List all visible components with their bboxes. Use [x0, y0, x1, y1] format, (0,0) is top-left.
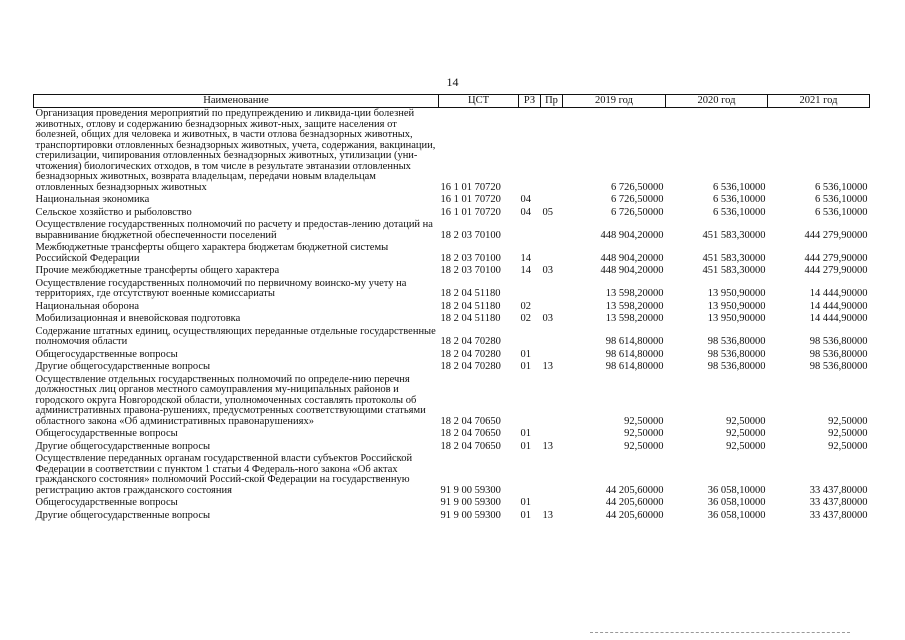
row-rz: 01 [520, 440, 531, 452]
row-pr: 13 [542, 361, 553, 372]
row-value-2021: 92,50000 [828, 428, 868, 439]
row-cst: 18 2 04 70650 [440, 428, 501, 439]
table-row [34, 453, 870, 497]
row-name: Организация проведения мероприятий по предупреждению и ликвида-ции болезней животных, отлову и содержанию безнадзорных живот-ных, защите населения от болезней, общих для человека и животных, в части отлова безнадзорных животных, транспортировки отловленных безнадзорных животных, учета, содержания, вакцинации, стерилизации, чипирования отловленных безнадзорных животных, утилизации (уни-чтожения) биологических отходов, в том числе в результате эвтаназии отловленных безнадзорных животных, возврата владельцам, передачи новым владельцам отловленных безнадзорных животных [35, 108, 436, 193]
table-row [34, 313, 870, 326]
row-value-2020: 92,50000 [726, 440, 766, 452]
page-number: 14 [446, 75, 459, 89]
row-value-2021: 444 279,90000 [804, 229, 868, 241]
row-pr [541, 301, 563, 314]
row-cst: 18 2 04 70280 [440, 336, 501, 347]
budget-table [33, 94, 870, 522]
table-row [34, 278, 870, 301]
table-row [34, 441, 870, 454]
row-value-2019: 44 205,60000 [605, 484, 664, 496]
row-cst: 18 2 04 51180 [440, 300, 501, 312]
row-pr [541, 453, 563, 497]
row-rz: 02 [520, 313, 531, 324]
row-value-2021: 444 279,90000 [804, 252, 868, 264]
row-value-2021: 98 536,80000 [809, 336, 868, 347]
row-name: Национальная оборона [35, 300, 139, 312]
row-name: Межбюджетные трансферты общего характера бюджетам бюджетной системы Российской Федерации [35, 242, 389, 264]
table-row [34, 207, 870, 220]
row-name: Осуществление переданных органам государственной власти субъектов Российской Федерации в соответствии с пунктом 1 статьи 4 Федераль-ного закона «Об актах гражданского состояния» полномочий Россий-ской Федерации на государственную регистрацию актов гражданского состояния [35, 453, 413, 496]
row-pr [541, 349, 563, 362]
row-value-2020: 36 058,10000 [707, 484, 766, 496]
row-pr [541, 108, 563, 195]
row-value-2019: 6 726,50000 [611, 206, 664, 218]
table-row [34, 265, 870, 278]
row-pr [541, 326, 563, 349]
row-value-2019: 448 904,20000 [600, 252, 664, 264]
row-value-2021: 6 536,10000 [815, 206, 868, 218]
table-row [34, 374, 870, 429]
row-name: Национальная экономика [35, 194, 150, 205]
row-value-2020: 98 536,80000 [707, 336, 766, 347]
row-value-2019: 13 598,20000 [605, 288, 664, 299]
column-header-cst: ЦСТ [439, 95, 519, 108]
row-pr: 13 [542, 440, 553, 452]
column-header-name: Наименование [34, 95, 439, 108]
row-name: Осуществление отдельных государственных полномочий по определе-нию перечня должностных лиц органов местного самоуправления му-ниципальных районов и городского округа Новгородской области, уполномоченных составлять протоколы об административных правона-рушениях, предусмотренных соответствующими статьями областного закона «Об административных правонарушениях» [35, 373, 426, 427]
row-cst: 18 2 04 70650 [440, 440, 501, 452]
row-rz: 04 [520, 194, 531, 205]
row-cst: 18 2 04 70280 [440, 348, 501, 360]
row-rz [519, 278, 541, 301]
row-rz: 01 [520, 428, 531, 439]
row-value-2019: 44 205,60000 [605, 497, 664, 508]
row-value-2020: 98 536,80000 [707, 361, 766, 372]
row-cst: 91 9 00 59300 [440, 509, 501, 521]
row-rz [519, 219, 541, 242]
row-name: Осуществление государственных полномочий по расчету и предостав-лению дотаций на выравнивание бюджетной обеспеченности поселений [35, 219, 433, 241]
row-pr: 03 [542, 265, 553, 276]
table-row [34, 194, 870, 207]
row-name: Прочие межбюджетные трансферты общего характера [35, 265, 280, 276]
table-row [34, 428, 870, 441]
row-rz [519, 326, 541, 349]
row-value-2021: 33 437,80000 [809, 497, 868, 508]
row-pr [541, 374, 563, 429]
row-cst: 91 9 00 59300 [440, 484, 501, 496]
row-pr [541, 278, 563, 301]
row-value-2021: 14 444,90000 [809, 300, 868, 312]
row-rz: 14 [520, 265, 531, 276]
row-value-2020: 6 536,10000 [713, 194, 766, 205]
row-rz: 02 [520, 300, 531, 312]
row-value-2021: 98 536,80000 [809, 361, 868, 372]
row-value-2020: 13 950,90000 [707, 300, 766, 312]
row-value-2021: 14 444,90000 [809, 288, 868, 299]
row-pr: 03 [542, 313, 553, 324]
row-value-2021: 14 444,90000 [809, 313, 868, 324]
row-value-2020: 6 536,10000 [713, 181, 766, 193]
table-row [34, 326, 870, 349]
row-pr [541, 242, 563, 265]
row-value-2021: 92,50000 [828, 440, 868, 452]
row-name: Мобилизационная и вневойсковая подготовка [35, 313, 241, 324]
row-value-2021: 98 536,80000 [809, 348, 868, 360]
row-value-2019: 92,50000 [624, 440, 664, 452]
row-pr: 13 [542, 509, 553, 521]
row-rz [519, 453, 541, 497]
row-value-2020: 451 583,30000 [702, 265, 766, 276]
row-rz: 01 [520, 509, 531, 521]
row-rz: 04 [520, 206, 531, 218]
table-row [34, 219, 870, 242]
column-header-2019: 2019 год [563, 95, 666, 108]
row-name: Другие общегосударственные вопросы [35, 440, 211, 452]
row-cst: 16 1 01 70720 [440, 181, 501, 193]
row-value-2020: 6 536,10000 [713, 206, 766, 218]
row-value-2019: 98 614,80000 [605, 336, 664, 347]
row-value-2020: 451 583,30000 [702, 252, 766, 264]
row-value-2019: 13 598,20000 [605, 300, 664, 312]
row-name: Сельское хозяйство и рыболовство [35, 206, 192, 218]
column-header-pr: Пр [541, 95, 563, 108]
row-cst: 18 2 03 70100 [440, 229, 501, 241]
row-cst: 18 2 04 70650 [440, 415, 501, 427]
row-name: Общегосударственные вопросы [35, 497, 178, 508]
row-value-2019: 44 205,60000 [605, 509, 664, 521]
row-cst: 91 9 00 59300 [440, 497, 501, 508]
row-name: Общегосударственные вопросы [35, 348, 178, 360]
row-value-2019: 13 598,20000 [605, 313, 664, 324]
row-name: Осуществление государственных полномочий по первичному воинско-му учету на территориях, где отсутствуют военные комиссариаты [35, 277, 407, 299]
row-value-2020: 36 058,10000 [707, 497, 766, 508]
row-pr: 05 [542, 206, 553, 218]
row-value-2021: 6 536,10000 [815, 181, 868, 193]
row-value-2019: 92,50000 [624, 428, 664, 439]
row-rz: 01 [520, 348, 531, 360]
row-value-2020: 92,50000 [726, 428, 766, 439]
table-row [34, 349, 870, 362]
row-rz: 01 [520, 497, 531, 508]
row-cst: 18 2 04 51180 [440, 313, 501, 324]
row-pr [541, 497, 563, 510]
row-rz: 01 [520, 361, 531, 372]
row-rz [519, 374, 541, 429]
row-value-2020: 36 058,10000 [707, 509, 766, 521]
table-row [34, 108, 870, 195]
row-rz: 14 [520, 252, 531, 264]
row-value-2019: 98 614,80000 [605, 348, 664, 360]
table-row [34, 301, 870, 314]
row-value-2020: 98 536,80000 [707, 348, 766, 360]
row-name: Другие общегосударственные вопросы [35, 509, 211, 521]
row-value-2019: 92,50000 [624, 415, 664, 427]
row-value-2020: 13 950,90000 [707, 313, 766, 324]
row-value-2021: 444 279,90000 [804, 265, 868, 276]
row-cst: 18 2 03 70100 [440, 265, 501, 276]
row-value-2019: 6 726,50000 [611, 181, 664, 193]
column-header-2020: 2020 год [666, 95, 768, 108]
table-row [34, 361, 870, 374]
table-body [34, 108, 870, 523]
row-pr [541, 219, 563, 242]
row-pr [541, 194, 563, 207]
column-header-2021: 2021 год [768, 95, 870, 108]
page-edge-artifact [590, 632, 850, 633]
row-pr [541, 428, 563, 441]
row-value-2019: 6 726,50000 [611, 194, 664, 205]
row-cst: 18 2 03 70100 [440, 252, 501, 264]
row-value-2021: 6 536,10000 [815, 194, 868, 205]
row-name: Общегосударственные вопросы [35, 428, 178, 439]
row-value-2019: 448 904,20000 [600, 229, 664, 241]
row-value-2021: 33 437,80000 [809, 509, 868, 521]
row-value-2019: 98 614,80000 [605, 361, 664, 372]
column-header-rz: РЗ [519, 95, 541, 108]
row-value-2019: 448 904,20000 [600, 265, 664, 276]
row-name: Другие общегосударственные вопросы [35, 361, 211, 372]
row-rz [519, 108, 541, 195]
row-name: Содержание штатных единиц, осуществляющих переданные отдельные государственные полномочия области [35, 325, 436, 347]
row-value-2020: 451 583,30000 [702, 229, 766, 241]
table-row [34, 510, 870, 523]
row-cst: 16 1 01 70720 [440, 206, 501, 218]
row-cst: 18 2 04 51180 [440, 288, 501, 299]
row-value-2020: 13 950,90000 [707, 288, 766, 299]
table-header-row [34, 95, 870, 108]
table-row [34, 497, 870, 510]
row-value-2021: 92,50000 [828, 415, 868, 427]
table-row [34, 242, 870, 265]
row-value-2021: 33 437,80000 [809, 484, 868, 496]
row-cst: 16 1 01 70720 [440, 194, 501, 205]
row-cst: 18 2 04 70280 [440, 361, 501, 372]
row-value-2020: 92,50000 [726, 415, 766, 427]
